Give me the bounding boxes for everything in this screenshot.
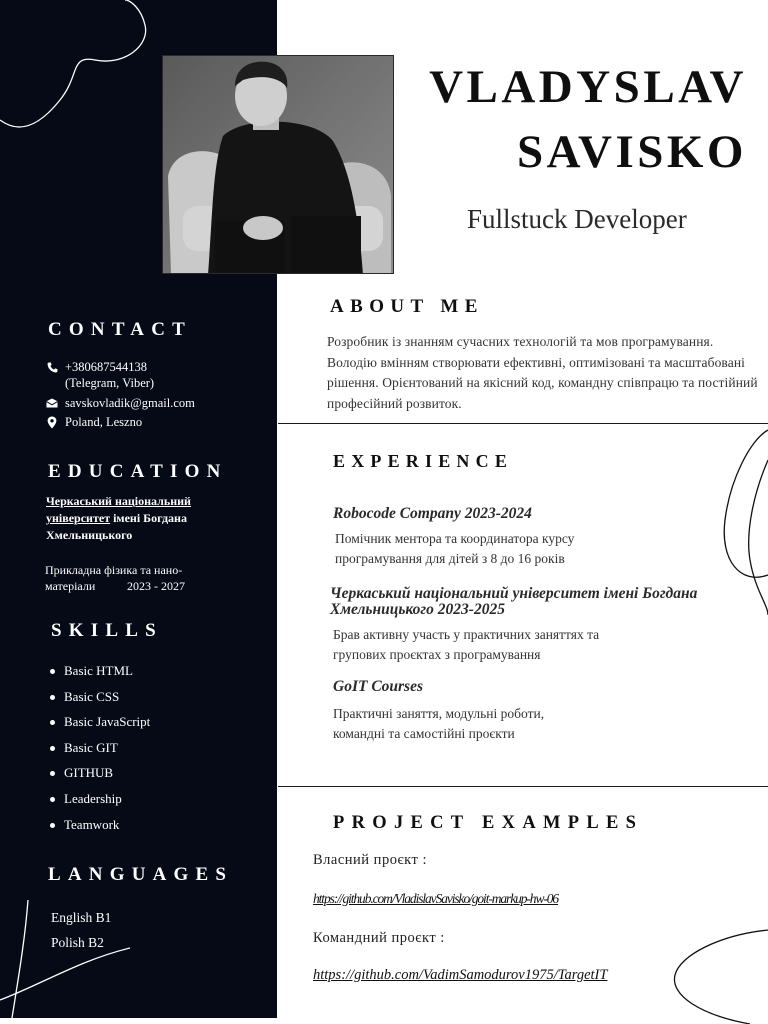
profile-photo <box>162 55 394 274</box>
location-text: Poland, Leszno <box>65 415 143 429</box>
university-name-underlined: Черкаський національний університет <box>46 494 191 525</box>
curve-decoration-bottom <box>660 930 768 1024</box>
experience-item-description: Практичні заняття, модульні роботи, командні та самостійні проєкти <box>333 706 545 741</box>
skills-list <box>48 658 150 837</box>
first-name: VLADYSLAV <box>429 61 747 113</box>
contact-email <box>46 395 195 411</box>
languages-heading: LANGUAGES <box>48 864 234 885</box>
about-heading: ABOUT ME <box>330 296 484 317</box>
skill-item: Basic HTML <box>48 658 150 684</box>
experience-item-description: Помічник ментора та координатора курсу програмування для дітей з 8 до 16 років <box>335 531 575 566</box>
envelope-icon <box>46 396 58 410</box>
university-name-rest: імені Богдана Хмельницького <box>46 511 187 542</box>
experience-item-title: GoIT Courses <box>333 678 424 695</box>
skills-heading: SKILLS <box>51 620 163 641</box>
experience-item-title: Robocode Company 2023-2024 <box>333 505 532 522</box>
phone-number[interactable]: +380687544138 <box>65 360 148 374</box>
skill-item: Leadership <box>48 786 150 812</box>
phone-icon <box>46 360 58 374</box>
experience-item-title: Черкаський національний університет імені Богдана Хмельницького 2023-2025 <box>330 585 698 618</box>
skill-item: Basic GIT <box>48 735 150 761</box>
program-name: Прикладна фізика та нано-матеріали <box>45 563 183 593</box>
project-label: Власний проєкт : <box>313 852 428 868</box>
project-label: Командний проєкт : <box>313 930 445 946</box>
experience-heading: EXPERIENCE <box>333 451 514 471</box>
location-pin-icon <box>46 415 58 429</box>
contact-heading: CONTACT <box>48 319 192 340</box>
language-item: English B1 <box>51 910 112 925</box>
contact-location <box>46 414 142 430</box>
education-heading: EDUCATION <box>48 461 228 482</box>
skill-item: GITHUB <box>48 760 150 786</box>
education-years: 2023 - 2027 <box>127 579 185 593</box>
line-decoration-bottom <box>0 900 277 1018</box>
contact-phone <box>46 359 154 391</box>
skill-item: Basic CSS <box>48 684 150 710</box>
language-item: Polish B2 <box>51 935 104 950</box>
last-name: SAVISKO <box>516 126 747 178</box>
project-link[interactable]: https://github.com/VladislavSavisko/goit-markup-hw-06 <box>313 891 559 906</box>
section-divider <box>278 786 768 787</box>
university-name <box>46 493 241 544</box>
skill-item: Basic JavaScript <box>48 709 150 735</box>
experience-item-description: Брав активну участь у практичних заняттях та групових проєктах з програмування <box>333 627 600 662</box>
phone-note: (Telegram, Viber) <box>65 376 155 390</box>
skill-item: Teamwork <box>48 812 150 838</box>
project-link[interactable]: https://github.com/VadimSamodurov1975/TargetIT <box>313 967 608 983</box>
projects-heading: PROJECT EXAMPLES <box>333 813 644 833</box>
email-address[interactable]: savskovladik@gmail.com <box>65 396 195 410</box>
job-title: Fullstuck Developer <box>467 204 687 234</box>
section-divider <box>278 423 768 424</box>
about-text: Розробник із знанням сучасних технологій та мов програмування. Володію вмінням створювати ефективні, оптимізовані та масштабовані рішення. Орієнтований на якісний код, командну співпрацю та постійний професійний розвиток. <box>327 334 758 411</box>
